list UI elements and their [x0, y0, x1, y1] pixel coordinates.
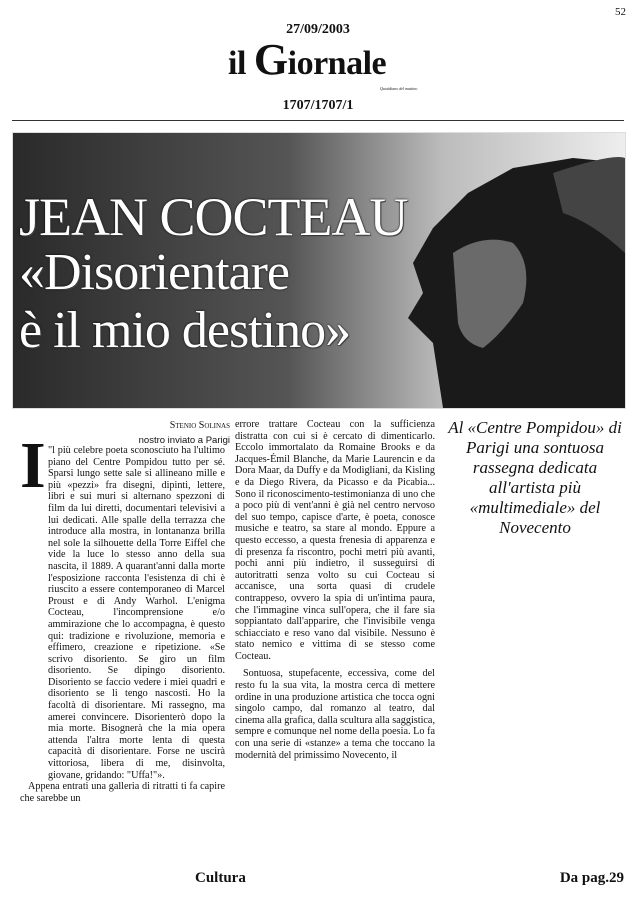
- masthead-tagline: Quotidiano del mattino: [380, 86, 418, 91]
- footer-section: Cultura: [195, 870, 246, 886]
- byline-author: Stenio Solinas: [169, 420, 230, 431]
- footer-page: Da pag.29: [559, 870, 624, 886]
- headline-quote-1: «Disorientare: [19, 244, 290, 301]
- byline-role: nostro inviato a Parigi: [138, 435, 230, 446]
- col2-paragraph: errore trattare Cocteau con la sufficienza distratta con cui si è cercato di dimenticarlo. Eccolo immortalato da Romaine Brooks e da Jacques-Émil Blanche, da Marie Laurencin e da Dora Maar, da Duffy e da Modigliani, da Kisling e da Diego Rivera, da Picasso e da Picabia... Sono il riconoscimento-testimonianza di uno che a poco più di vent'anni è già nel centro nervoso del suo tempo, capisce d'arte, è poeta, conosce musiche e teatro, sa stare al mondo. Eppure a questo eccesso, a questa frenesia di apparenza e di presenza fa riscontro, pochi metri più avanti, pochi anni più indietro, il susseguirsi di autoritratti senza volto su cui Cocteau si accanisce, una sorta quasi di crudele contrappeso, ovvero la spia di un'intima paura, che l'immagine vinca sull'opera, che il fare sia soppiantato dall'apparire, che l'invisibile venga schiacciato e reso vano dal visibile. Nessuno è stato nemico e vittima di se stesso come Cocteau.: [235, 419, 435, 662]
- col1-paragraph-2: Appena entrati una galleria di ritratti ti fa capire che sarebbe un: [20, 781, 225, 804]
- col2-paragraph-2: Sontuosa, stupefacente, eccessiva, come del resto fu la sua vita, la mostra cerca di mettere ordine in una produzione artistica che tocca ogni singolo campo, dal romanzo al teatro, dal cinema alla grafica, dalla scultura alla saggistica, sempre e comunque nel nome della poesia. Lo fa con una serie di «stanze» a tema che toccano la modernità del primissimo Novecento, il: [235, 668, 435, 761]
- masthead-rest: iornale: [287, 45, 387, 82]
- article-column-1: [20, 429, 225, 804]
- page-number: 52: [615, 6, 626, 18]
- masthead-big-letter: G: [253, 35, 288, 84]
- cocteau-photo: [12, 132, 626, 409]
- headline-quote-2: è il mio destino»: [19, 302, 351, 359]
- col1-paragraph: "l più celebre poeta sconosciuto ha l'ultimo piano del Centre Pompidou tutto per sé. Sparsi lungo sette sale si allineano mille e più «pezzi» fra disegni, dipinti, lettere, libri e sui muri si alternano spezzoni di film da lui diretti, documentari televisivi a lui dedicati. Alle spalle della terrazza che introduce alla mostra, in lontananza brilla nel sole la silhouette della Torre Eiffel che vide la luce lo stesso anno della sua nascita, il 1889. A quarant'anni dalla morte l'esposizione racconta l'esistenza di chi è riuscito a essere contemporaneo di Marcel Proust e di Andy Warhol. L'enigma Cocteau, l'incomprensione e/o ammirazione che lo accompagna, è questo qui: tradizione e rivoluzione, memoria e effimero, creazione e ripetizione. «Se scrivo disoriento. Se giro un film disoriento. Se dipingo disoriento. Disoriento se faccio vedere i miei quadri e disoriento se li tengo nascosti. Ho la facoltà di disorientare. Mi rassegno, ma amerei convincere. Disorienterò dopo la mia morte. Bisognerà che la mia opera attenda l'altra morte lenta di questa capacità di disorientare. Forse ne uscirà vittoriosa, libera di me, disinvolta, giovane, gridando: "Uffa!"».: [48, 445, 225, 781]
- masthead-logo: [228, 35, 387, 84]
- edition-code: 1707/1707/1: [282, 98, 354, 113]
- headline-name: JEAN COCTEAU: [19, 187, 408, 247]
- drop-cap: I: [20, 429, 46, 502]
- header-rule: [12, 120, 624, 121]
- article-column-2: [235, 419, 435, 761]
- sidebar-blurb: Al «Centre Pompidou» di Parigi una sontuosa rassegna dedicata all'artista più «multimediale» del Novecento: [448, 418, 622, 537]
- date: 27/09/2003: [286, 22, 350, 37]
- masthead-prefix: il: [228, 45, 246, 82]
